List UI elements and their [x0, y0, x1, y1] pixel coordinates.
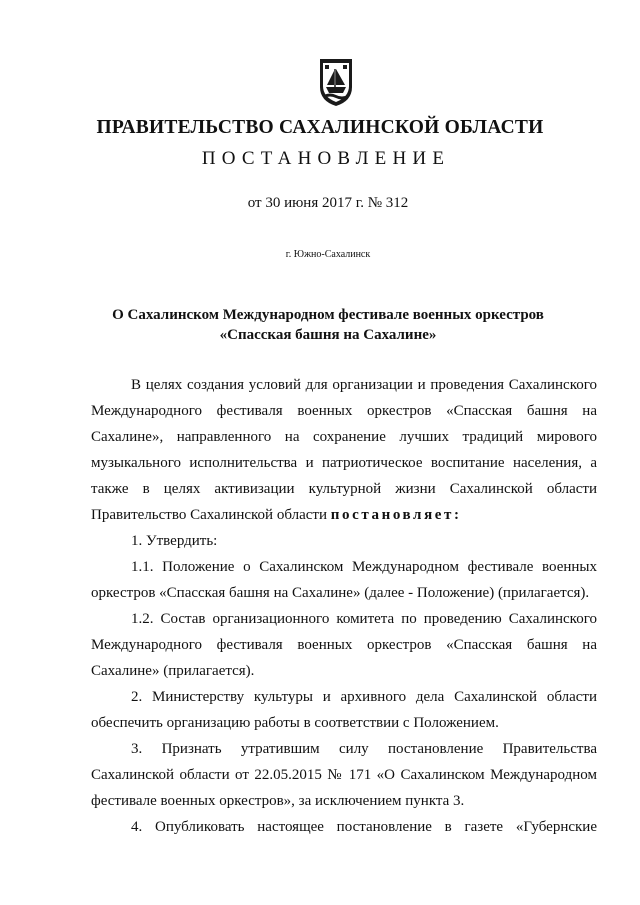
paragraph-intro	[91, 372, 597, 528]
document-city: г. Южно-Сахалинск	[285, 249, 371, 260]
paragraph-1: 1. Утвердить:	[131, 533, 218, 549]
paragraph-4: 4. Опубликовать настоящее постановление в газете «Губернские	[131, 819, 597, 835]
coat-of-arms-icon	[319, 57, 353, 107]
document-type: ПОСТАНОВЛЕНИЕ	[201, 148, 451, 169]
document-date-number: от 30 июня 2017 г. № 312	[247, 195, 409, 211]
document-body	[91, 372, 597, 840]
paragraph-1-1: 1.1. Положение о Сахалинском Международном фестивале военных оркестров «Спасская башня на Сахалине» (далее - Положение) (прилагается).	[91, 559, 597, 601]
document-title	[0, 305, 640, 345]
document-title-line-1: О Сахалинском Международном фестивале военных оркестров	[112, 307, 544, 323]
document-title-line-2: «Спасская башня на Сахалине»	[219, 327, 437, 343]
intro-keyword: постановляет:	[330, 507, 462, 523]
paragraph-3: 3. Признать утратившим силу постановление Правительства Сахалинской области от 22.05.2015 № 171 «О Сахалинском Международном фестивале военных оркестров», за исключением пункта 3.	[91, 741, 597, 809]
paragraph-2: 2. Министерству культуры и архивного дела Сахалинской области обеспечить организацию работы в соответствии с Положением.	[91, 689, 597, 731]
intro-text: В целях создания условий для организации и проведения Сахалинского Международного фестиваля военных оркестров «Спасская башня на Сахалине», направленного на сохранение лучших традиций мирового музыкального исполнительства и патриотическое воспитание населения, а также в целях активизации культурной жизни Сахалинской области Правительство Сахалинской области	[91, 377, 597, 523]
government-name: ПРАВИТЕЛЬСТВО САХАЛИНСКОЙ ОБЛАСТИ	[96, 117, 544, 138]
paragraph-1-2: 1.2. Состав организационного комитета по проведению Сахалинского Международного фестиваля военных оркестров «Спасская башня на Сахалине» (прилагается).	[91, 611, 597, 679]
